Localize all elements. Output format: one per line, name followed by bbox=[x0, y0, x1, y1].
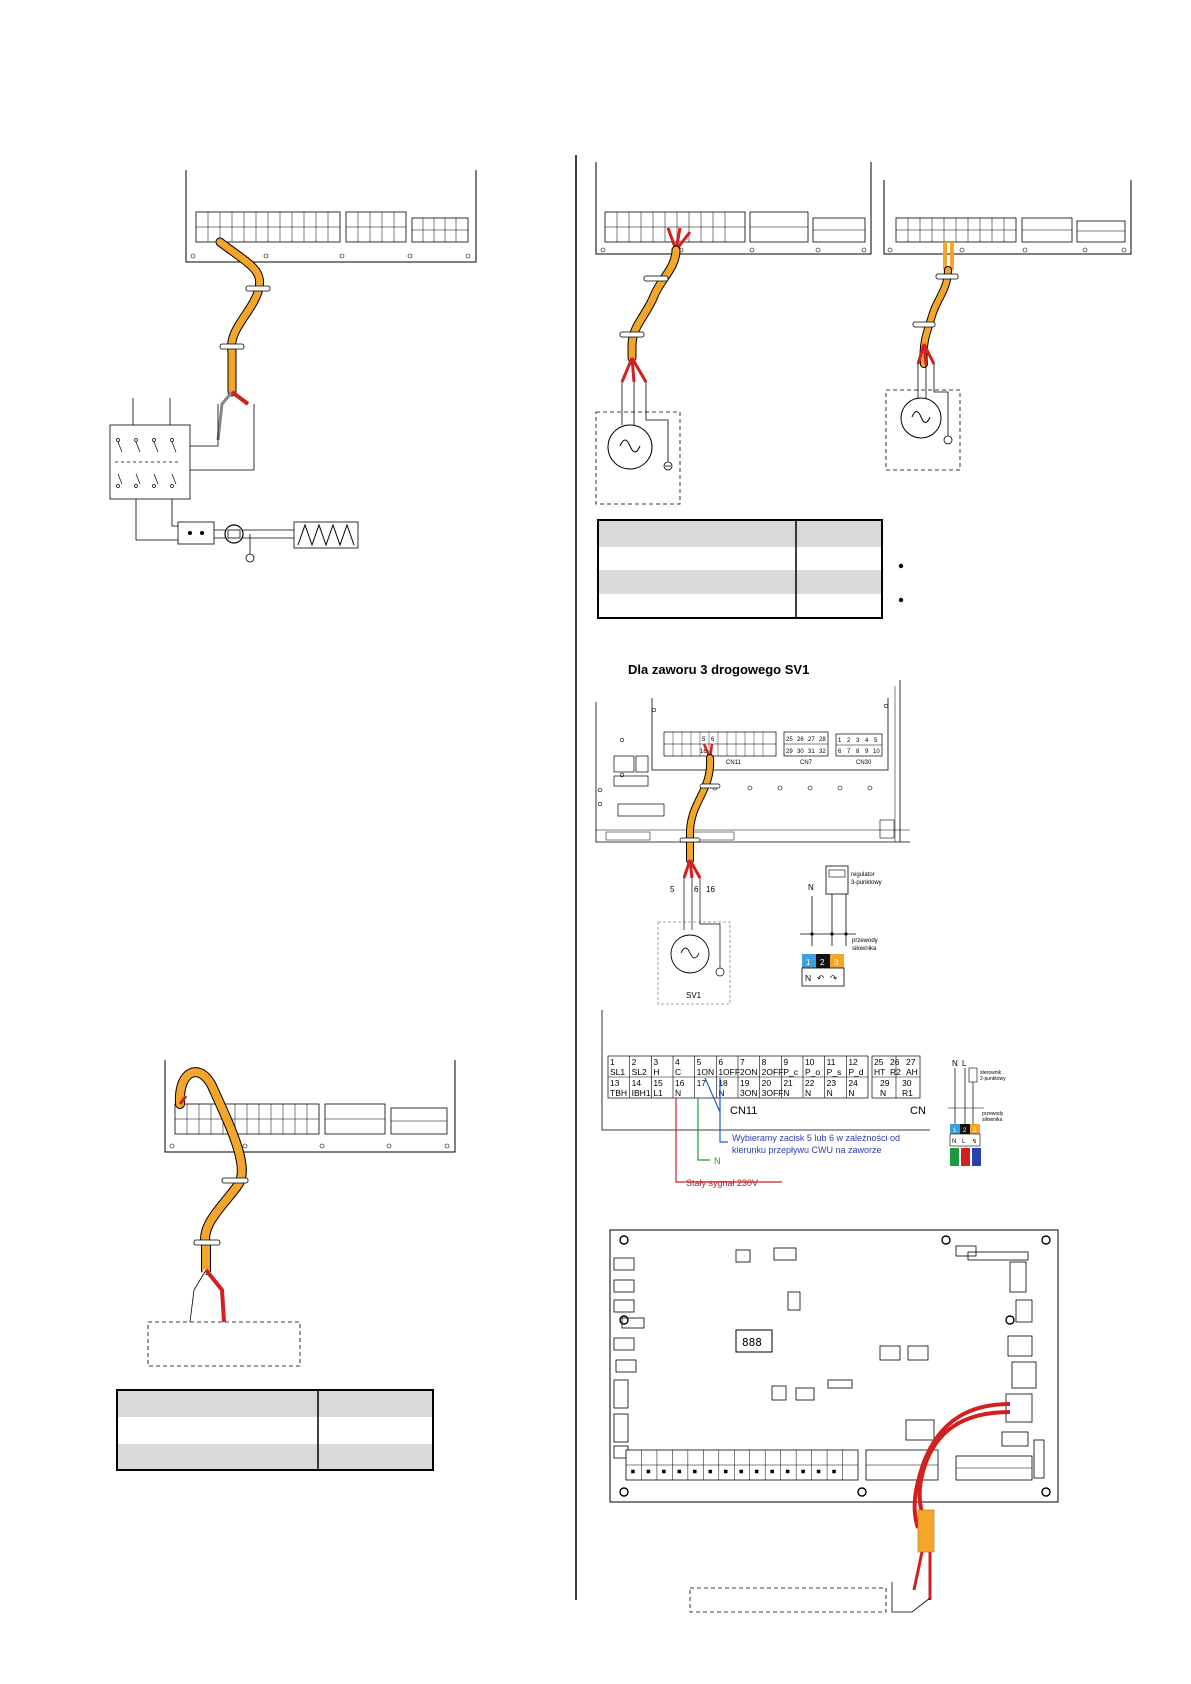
cn11-bottom-name: N bbox=[783, 1088, 790, 1098]
cn11-top-num: 10 bbox=[805, 1057, 815, 1067]
right-top-pump-b bbox=[884, 180, 1131, 470]
cn30-b3: 8 bbox=[856, 749, 860, 755]
act-symbol-n: N bbox=[805, 973, 812, 983]
cn7-t4: 28 bbox=[819, 737, 826, 743]
cn7-b2: 30 bbox=[797, 749, 804, 755]
note-green-n: N bbox=[714, 1156, 721, 1166]
pcb-terminal-screw bbox=[755, 1470, 758, 1473]
act-symbol-ccw: ↶ bbox=[817, 973, 825, 983]
note-red: Stały sygnał 230V bbox=[686, 1178, 759, 1188]
mini-terminal-2: 2 bbox=[963, 1128, 967, 1134]
sv1-diagram bbox=[596, 662, 910, 1004]
cn11-top-name: P_o bbox=[805, 1067, 821, 1077]
cn11-right-bottom-name: N bbox=[880, 1088, 887, 1098]
bullet-2 bbox=[899, 598, 903, 602]
actuator-wires-2: siłownika bbox=[852, 946, 877, 952]
cn11-bottom-name: N bbox=[718, 1088, 725, 1098]
mini-controller-2: 2-punktowy bbox=[980, 1076, 1006, 1082]
cn11-bottom-name: 3OFF bbox=[761, 1088, 784, 1098]
mini-symbol-3: ↯ bbox=[972, 1139, 978, 1145]
pcb-terminal-screw bbox=[647, 1470, 650, 1473]
cn11-right-top-name: HT bbox=[874, 1067, 886, 1077]
mini-symbol-n: N bbox=[952, 1139, 957, 1145]
cn11-bottom-num: 19 bbox=[740, 1078, 750, 1088]
sv1-pin-16: 16 bbox=[706, 885, 715, 894]
mini-symbol-l: L bbox=[962, 1139, 966, 1145]
cn11-bottom-num: 22 bbox=[805, 1078, 815, 1088]
cn11-bottom-name: IBH1 bbox=[631, 1088, 651, 1098]
cn30-t2: 2 bbox=[847, 738, 851, 744]
cn7-t1: 25 bbox=[786, 737, 793, 743]
cn11-top-num: 11 bbox=[826, 1057, 836, 1067]
cn11-top-name: H bbox=[653, 1067, 660, 1077]
cn30-t1: 1 bbox=[838, 738, 842, 744]
cn11-bottom-num: 16 bbox=[675, 1078, 685, 1088]
cn11-bottom-num: 15 bbox=[653, 1078, 663, 1088]
cn11-bottom-num: 14 bbox=[631, 1078, 642, 1088]
cn30-b2: 7 bbox=[847, 749, 851, 755]
pcb-terminal-screw bbox=[740, 1470, 743, 1473]
act-terminal-1: 1 bbox=[806, 958, 811, 967]
cn11-top-name: SL2 bbox=[631, 1067, 647, 1077]
cn7-b4: 32 bbox=[819, 749, 826, 755]
pcb-terminal-screw bbox=[678, 1470, 681, 1473]
cn11-pin-5: 5 bbox=[702, 737, 706, 743]
cn11-detail-label-right: CN bbox=[910, 1105, 926, 1117]
sv1-n-label: N bbox=[808, 883, 814, 892]
pcb-terminal-screw bbox=[662, 1470, 665, 1473]
sv1-pin-6: 6 bbox=[694, 885, 699, 894]
note-blue-1: Wybieramy zacisk 5 lub 6 w zależności od bbox=[732, 1133, 900, 1143]
cn11-top-num: 2 bbox=[631, 1057, 637, 1067]
mini-wiring bbox=[948, 1059, 1006, 1166]
cn11-top-num: 12 bbox=[848, 1057, 858, 1067]
sv1-pin-5: 5 bbox=[670, 885, 675, 894]
act-terminal-3: 3 bbox=[834, 958, 839, 967]
cn11-right-bottom-name: R1 bbox=[902, 1088, 913, 1098]
cn11-bottom-name: N bbox=[805, 1088, 812, 1098]
cn11-bottom-name: TBH bbox=[610, 1088, 627, 1098]
cn11-pin-6: 6 bbox=[711, 737, 715, 743]
cn30-t3: 3 bbox=[856, 738, 860, 744]
cn11-top-num: 5 bbox=[696, 1057, 702, 1067]
mini-wires-2: siłownika bbox=[982, 1117, 1003, 1123]
cn11-bottom-num: 13 bbox=[610, 1078, 620, 1088]
regulator-label-2: 3-punktowy bbox=[851, 880, 882, 886]
right-top-pump-a bbox=[596, 162, 871, 504]
cn11-bottom-name: N bbox=[848, 1088, 855, 1098]
cn11-label: CN11 bbox=[726, 760, 741, 766]
cn11-top-num: 3 bbox=[653, 1057, 659, 1067]
pcb-terminal-screw bbox=[724, 1470, 727, 1473]
cn30-t5: 5 bbox=[874, 738, 878, 744]
cn7-t3: 27 bbox=[808, 737, 815, 743]
regulator-label-1: regulator bbox=[851, 872, 875, 878]
mini-n-label: N bbox=[952, 1059, 958, 1068]
cn11-top-num: 1 bbox=[610, 1057, 615, 1067]
pcb-terminal-screw bbox=[709, 1470, 712, 1473]
cn11-bottom-num: 21 bbox=[783, 1078, 793, 1088]
mini-controller-1: sterownik bbox=[980, 1070, 1002, 1076]
cn11-right-top-num: 25 bbox=[874, 1057, 884, 1067]
pcb-terminal-screw bbox=[631, 1470, 634, 1473]
cn7-b1: 29 bbox=[786, 749, 793, 755]
cn11-top-name: P_s bbox=[826, 1067, 842, 1077]
sv1-valve-label: SV1 bbox=[686, 991, 702, 1000]
pcb-terminal-screw bbox=[693, 1470, 696, 1473]
cn11-right-top-num: 27 bbox=[906, 1057, 916, 1067]
cn11-bottom-name: 3ON bbox=[740, 1088, 758, 1098]
cn7-b3: 31 bbox=[808, 749, 815, 755]
cn11-detail-label: CN11 bbox=[730, 1105, 758, 1117]
cn11-right-bottom-num: 29 bbox=[880, 1078, 890, 1088]
cn11-bottom-num: 23 bbox=[826, 1078, 837, 1088]
cn11-top-num: 7 bbox=[740, 1057, 745, 1067]
cn30-b4: 9 bbox=[865, 749, 869, 755]
cn11-top-name: 2OFF bbox=[761, 1067, 784, 1077]
pcb-terminal-screw bbox=[802, 1470, 805, 1473]
bullet-1 bbox=[899, 564, 903, 568]
cn11-bottom-num: 17 bbox=[696, 1078, 707, 1088]
pcb-terminal-screw bbox=[817, 1470, 820, 1473]
mini-wires-1: przewody bbox=[982, 1111, 1004, 1117]
cn30-b1: 6 bbox=[838, 749, 842, 755]
act-symbol-cw: ↷ bbox=[830, 973, 838, 983]
note-blue-2: kierunku przepływu CWU na zaworze bbox=[732, 1145, 882, 1155]
cn30-t4: 4 bbox=[865, 738, 869, 744]
cn11-top-name: P_d bbox=[848, 1067, 864, 1077]
mini-terminal-1: 1 bbox=[953, 1128, 957, 1134]
left-top-diagram bbox=[110, 170, 476, 562]
act-terminal-2: 2 bbox=[820, 958, 825, 967]
cn11-top-num: 9 bbox=[783, 1057, 789, 1067]
mini-terminal-3: 3 bbox=[973, 1128, 977, 1134]
cn30-b5: 10 bbox=[873, 749, 880, 755]
mini-l-label: L bbox=[962, 1059, 967, 1068]
cn11-detail bbox=[602, 1010, 930, 1188]
cn11-top-name: 2ON bbox=[740, 1067, 758, 1077]
pcb-terminal-screw bbox=[833, 1470, 836, 1473]
cn11-top-name: P_c bbox=[783, 1067, 798, 1077]
cn11-pin-16: 16 bbox=[700, 749, 707, 755]
cn7-t2: 26 bbox=[797, 737, 804, 743]
sv1-title: Dla zaworu 3 drogowego SV1 bbox=[628, 662, 810, 677]
cn11-right-top-name: R2 bbox=[890, 1067, 901, 1077]
cn30-label: CN30 bbox=[856, 760, 872, 766]
cn11-top-num: 8 bbox=[761, 1057, 767, 1067]
cn11-top-name: SL1 bbox=[610, 1067, 626, 1077]
main-pcb bbox=[610, 1230, 1058, 1612]
cn11-top-name: 1ON bbox=[696, 1067, 715, 1077]
actuator-wires-1: przewody bbox=[852, 938, 878, 944]
left-bottom-diagram bbox=[117, 1060, 455, 1470]
pcb-display: 888 bbox=[742, 1336, 762, 1349]
pcb-terminal-screw bbox=[786, 1470, 789, 1473]
cn11-bottom-num: 20 bbox=[761, 1078, 772, 1088]
cn11-bottom-num: 24 bbox=[848, 1078, 858, 1088]
cn11-top-name: 1OFF bbox=[718, 1067, 741, 1077]
pcb-terminal-screw bbox=[771, 1470, 774, 1473]
cn11-top-num: 6 bbox=[718, 1057, 724, 1067]
cn11-right-top-num: 26 bbox=[890, 1057, 900, 1067]
cn11-right-bottom-num: 30 bbox=[902, 1078, 912, 1088]
cn11-top-num: 4 bbox=[675, 1057, 680, 1067]
cn11-bottom-name: N bbox=[826, 1088, 833, 1098]
cn7-label: CN7 bbox=[800, 760, 813, 766]
cn11-top-name: C bbox=[675, 1067, 682, 1077]
cn11-bottom-name: L1 bbox=[653, 1088, 663, 1098]
cn11-bottom-name: N bbox=[675, 1088, 682, 1098]
cn11-bottom-num: 18 bbox=[718, 1078, 728, 1088]
cn11-right-top-name: AH bbox=[906, 1067, 918, 1077]
right-top-table bbox=[598, 520, 903, 618]
